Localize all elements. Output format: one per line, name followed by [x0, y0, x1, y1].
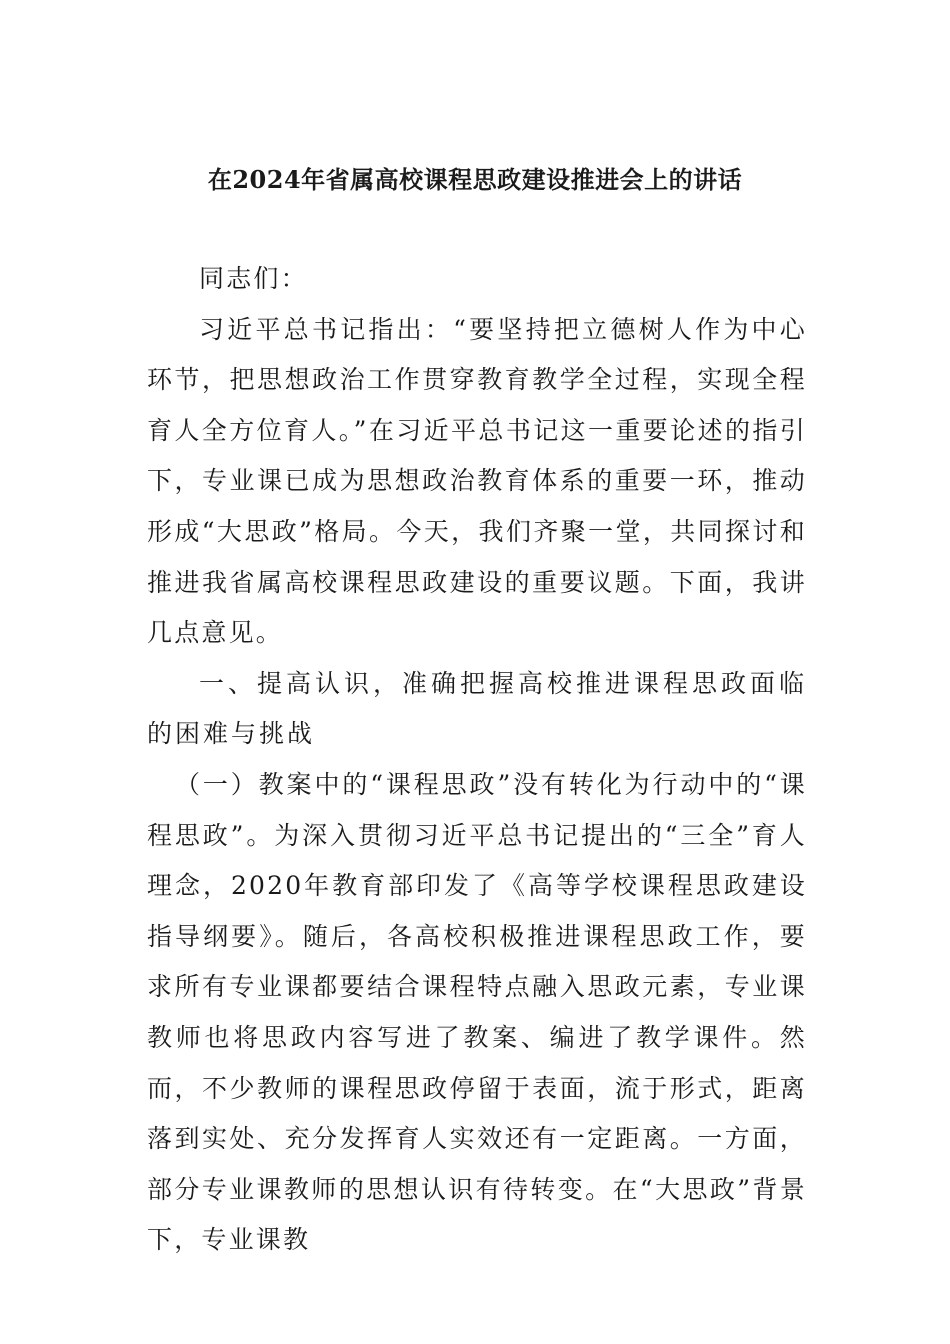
subsection-paragraph-1: （一）教案中的“课程思政”没有转化为行动中的“课程思政”。为深入贯彻习近平总书记提出的“三全”育人理念，2020年教育部印发了《高等学校课程思政建设指导纲要》。随后，各高校积极推进课程思政工作，要求所有专业课都要结合课程特点融入思政元素，专业课教师也将思政内容写进了教案、编进了教学课件。然而，不少教师的课程思政停留于表面，流于形式，距离落到实处、充分发挥育人实效还有一定距离。一方面，部分专业课教师的思想认识有待转变。在“大思政”背景下，专业课教	[147, 769, 807, 1255]
intro-paragraph: 习近平总书记指出：“要坚持把立德树人作为中心环节，把思想政治工作贯穿教育教学全过程，实现全程育人全方位育人。”在习近平总书记这一重要论述的指引下，专业课已成为思想政治教育体系的重要一环，推动形成“大思政”格局。今天，我们齐聚一堂，共同探讨和推进我省属高校课程思政建设的重要议题。下面，我讲几点意见。	[147, 314, 807, 648]
document-body	[147, 254, 807, 1266]
salutation-paragraph: 同志们：	[199, 264, 308, 293]
section-heading-1: 一、提高认识，准确把握高校推进课程思政面临的困难与挑战	[147, 668, 807, 749]
document-title: 在2024年省属高校课程思政建设推进会上的讲话	[207, 165, 743, 194]
